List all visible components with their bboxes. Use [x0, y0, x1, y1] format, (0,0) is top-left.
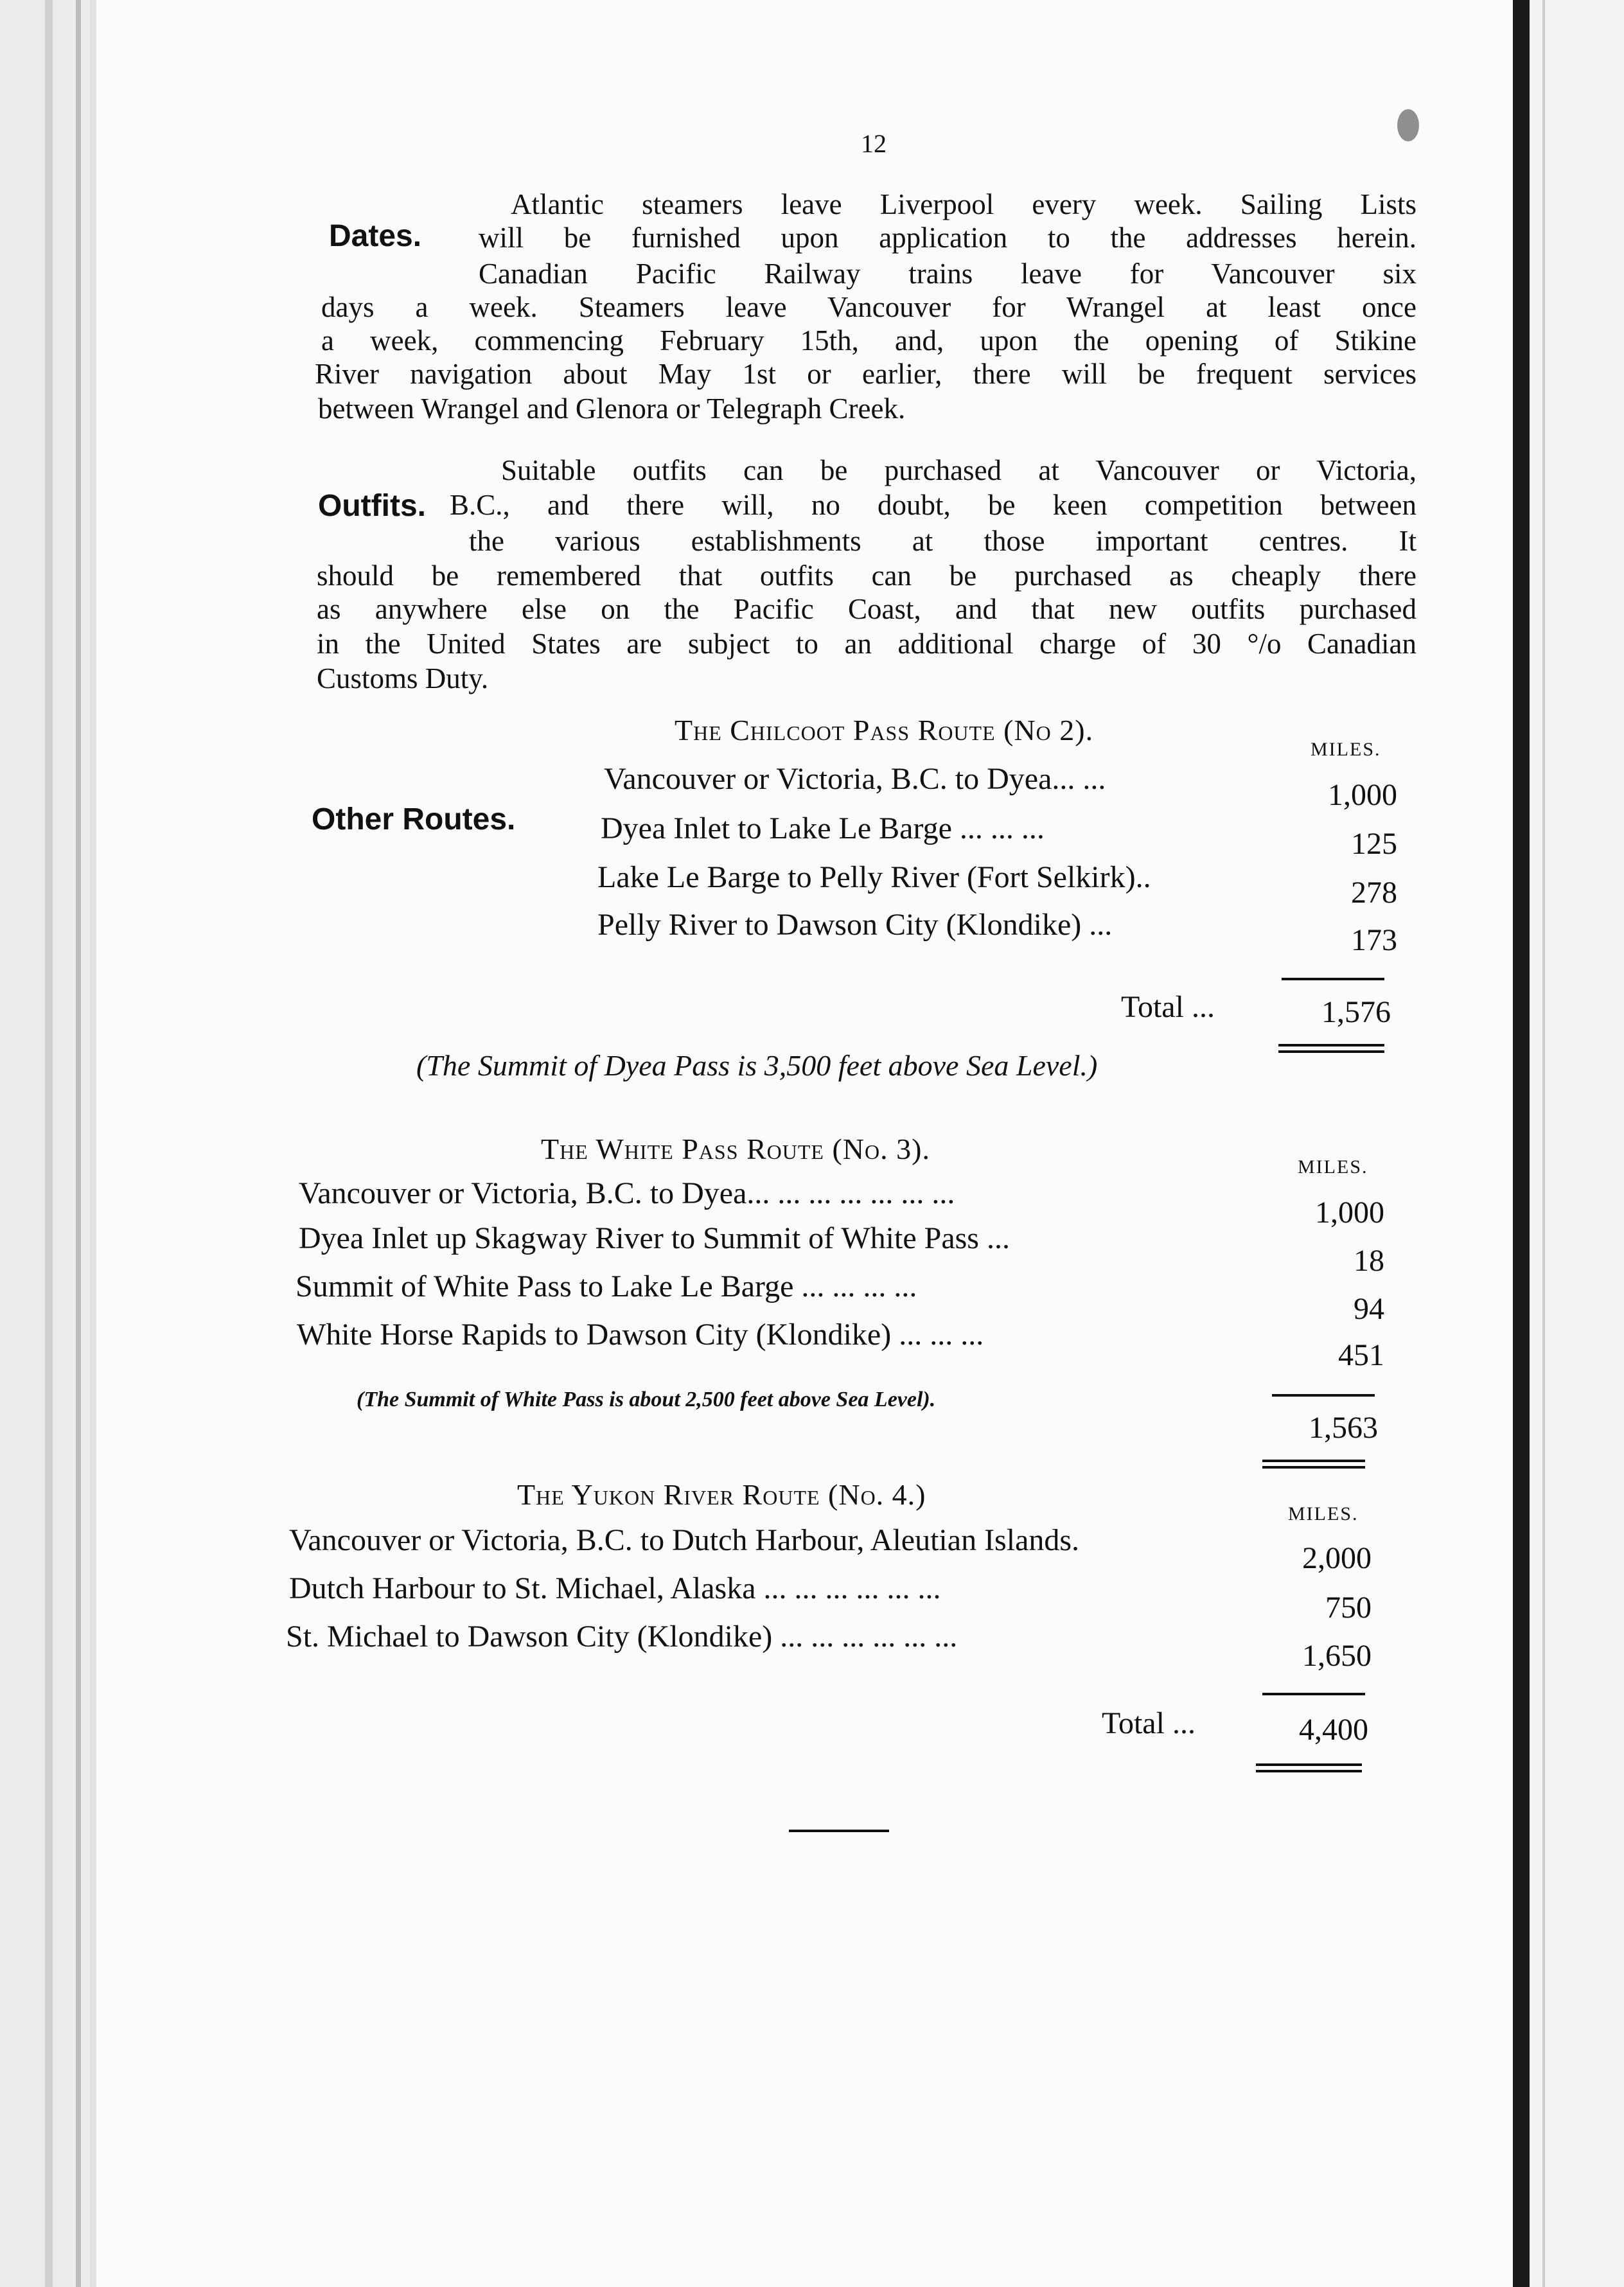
dates-line-3: Canadian Pacific Railway trains leave for Vancouver six [479, 258, 1417, 290]
yukon-miles-label: MILES. [1288, 1503, 1359, 1524]
book-spine [1513, 0, 1530, 2287]
scan-left-margin [0, 0, 96, 2287]
chilcoot-summit-note: (The Summit of Dyea Pass is 3,500 feet above Sea Level.) [416, 1049, 1098, 1082]
chilcoot-row-3-route: Lake Le Barge to Pelly River (Fort Selkirk).. [597, 860, 1151, 894]
white-pass-total-miles: 1,563 [1309, 1411, 1378, 1445]
yukon-row-3-miles: 1,650 [1302, 1639, 1372, 1673]
section-end-rule [789, 1830, 889, 1832]
ink-blot [1397, 109, 1419, 141]
facing-page-edge [1530, 0, 1624, 2287]
side-heading-other-routes: Other Routes. [312, 802, 516, 836]
chilcoot-row-3-miles: 278 [1351, 876, 1397, 910]
chilcoot-row-2-miles: 125 [1351, 827, 1397, 861]
white-pass-total-rule-1 [1262, 1460, 1365, 1462]
yukon-row-1-miles: 2,000 [1302, 1541, 1372, 1575]
yukon-total-label: Total ... [1102, 1706, 1196, 1740]
white-pass-row-3-miles: 94 [1354, 1292, 1384, 1326]
yukon-row-1-route: Vancouver or Victoria, B.C. to Dutch Harbour, Aleutian Islands. [289, 1523, 1080, 1557]
chilcoot-total-rule-1 [1278, 1044, 1384, 1046]
chilcoot-total-label: Total ... [1121, 990, 1215, 1024]
dates-line-2: will be furnished upon application to the addresses herein. [479, 222, 1417, 254]
yukon-total-rule-1 [1256, 1763, 1362, 1766]
chilcoot-total-rule-2 [1278, 1050, 1384, 1053]
white-pass-summit-note: (The Summit of White Pass is about 2,500 feet above Sea Level). [357, 1388, 936, 1411]
white-pass-row-2-miles: 18 [1354, 1244, 1384, 1278]
outfits-line-6: in the United States are subject to an additional charge of 30 °/o Canadian [317, 628, 1417, 660]
page-number: 12 [861, 129, 887, 158]
dates-line-4: days a week. Steamers leave Vancouver for Wrangel at least once [321, 291, 1417, 323]
outfits-line-1: Suitable outfits can be purchased at Vancouver or Victoria, [501, 454, 1417, 486]
yukon-row-3-route: St. Michael to Dawson City (Klondike) ... ... ... ... ... ... [286, 1620, 958, 1654]
dates-line-5: a week, commencing February 15th, and, upon the opening of Stikine [321, 324, 1417, 357]
side-heading-dates: Dates. [329, 219, 422, 253]
white-pass-row-4-route: White Horse Rapids to Dawson City (Klondike) ... ... ... [297, 1318, 984, 1352]
yukon-route-title: The Yukon River Route (No. 4.) [517, 1478, 926, 1511]
chilcoot-subtotal-rule [1282, 978, 1384, 980]
white-pass-miles-label: MILES. [1298, 1156, 1368, 1178]
yukon-row-2-route: Dutch Harbour to St. Michael, Alaska ... ... ... ... ... ... [289, 1571, 941, 1605]
dates-line-7: between Wrangel and Glenora or Telegraph Creek. [318, 393, 906, 425]
chilcoot-row-1-route: Vancouver or Victoria, B.C. to Dyea... ... [604, 762, 1106, 796]
yukon-total-rule-2 [1256, 1770, 1362, 1772]
chilcoot-row-4-miles: 173 [1351, 923, 1397, 957]
chilcoot-total-miles: 1,576 [1321, 995, 1391, 1029]
white-pass-row-3-route: Summit of White Pass to Lake Le Barge ... ... ... ... [296, 1269, 917, 1303]
yukon-row-2-miles: 750 [1325, 1591, 1372, 1625]
white-pass-subtotal-rule [1272, 1394, 1375, 1397]
white-pass-row-1-route: Vancouver or Victoria, B.C. to Dyea... ... ... ... ... ... ... [299, 1176, 955, 1210]
chilcoot-row-2-route: Dyea Inlet to Lake Le Barge ... ... ... [601, 811, 1045, 845]
white-pass-row-2-route: Dyea Inlet up Skagway River to Summit of White Pass ... [299, 1221, 1010, 1255]
yukon-total-miles: 4,400 [1299, 1713, 1368, 1747]
dates-line-1: Atlantic steamers leave Liverpool every week. Sailing Lists [511, 188, 1417, 220]
outfits-line-7: Customs Duty. [317, 662, 489, 694]
yukon-subtotal-rule [1262, 1693, 1365, 1695]
chilcoot-route-title: The Chilcoot Pass Route (No 2). [675, 714, 1094, 746]
outfits-line-3: the various establishments at those important centres. It [469, 525, 1417, 557]
chilcoot-miles-label: MILES. [1311, 739, 1381, 760]
white-pass-total-rule-2 [1262, 1466, 1365, 1469]
outfits-line-2: B.C., and there will, no doubt, be keen competition between [450, 489, 1417, 521]
white-pass-route-title: The White Pass Route (No. 3). [541, 1133, 930, 1165]
outfits-line-4: should be remembered that outfits can be purchased as cheaply there [317, 560, 1417, 592]
side-heading-outfits: Outfits. [318, 489, 426, 523]
dates-line-6: River navigation about May 1st or earlier, there will be frequent services [315, 358, 1417, 390]
chilcoot-row-4-route: Pelly River to Dawson City (Klondike) ... [597, 908, 1113, 942]
chilcoot-row-1-miles: 1,000 [1328, 778, 1397, 812]
white-pass-row-1-miles: 1,000 [1315, 1196, 1384, 1230]
white-pass-row-4-miles: 451 [1338, 1338, 1384, 1372]
outfits-line-5: as anywhere else on the Pacific Coast, and that new outfits purchased [317, 593, 1417, 625]
